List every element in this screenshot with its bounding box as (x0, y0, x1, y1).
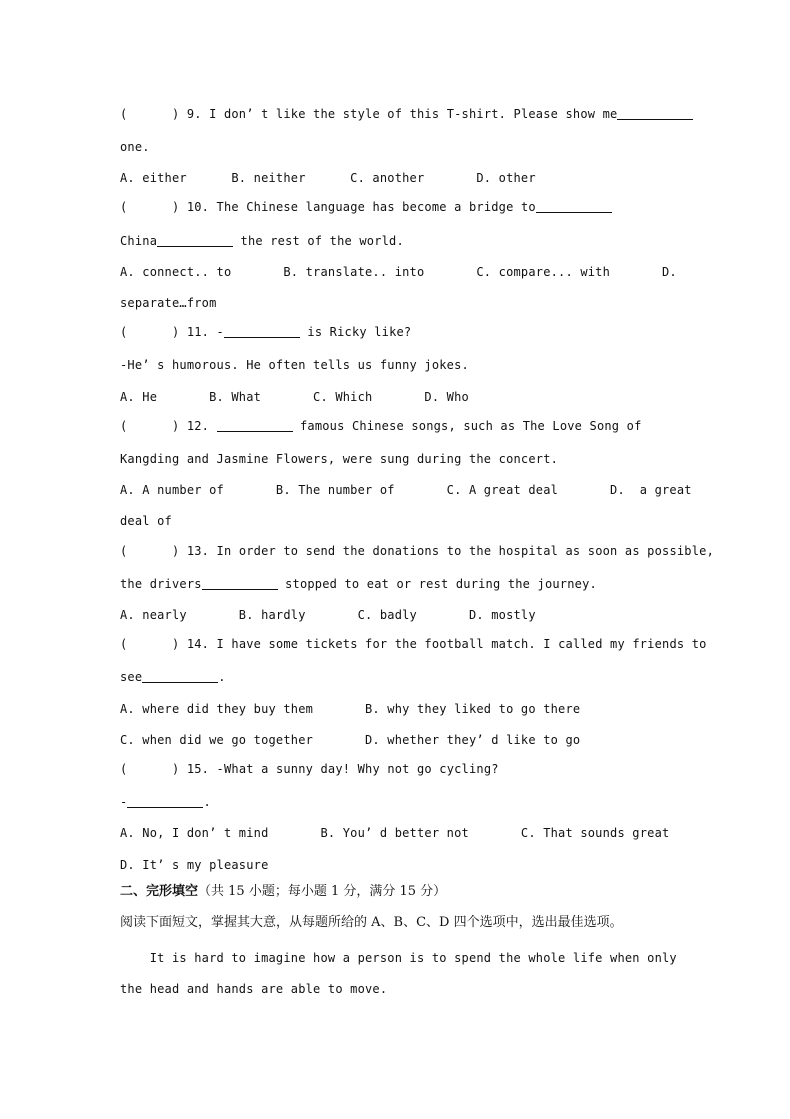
section-instruction: 阅读下面短文，掌握其大意，从每题所给的 A、B、C、D 四个选项中，选出最佳选项。 (120, 915, 623, 930)
answer-blank[interactable] (157, 234, 233, 247)
question-text: . (218, 670, 226, 684)
question-number: ( ) 9. (120, 107, 202, 121)
question-text: the drivers (120, 577, 202, 591)
question-14-options: A. where did they buy them B. why they liked to go there (120, 702, 581, 716)
question-text: the rest of the world. (233, 234, 404, 248)
question-number: ( ) 13. (120, 544, 210, 558)
question-10-options: A. connect.. to B. translate.. into C. compare... with D. (120, 265, 677, 279)
question-14-options-cont: C. when did we go together D. whether they’ d like to go (120, 733, 581, 747)
question-text: . (203, 795, 211, 809)
section-heading (120, 884, 446, 900)
question-text: I have some tickets for the football match. I called my friends to (216, 637, 707, 651)
question-15-stem (120, 761, 499, 777)
question-text: - (216, 325, 224, 339)
answer-blank[interactable] (217, 419, 293, 432)
question-text: is Ricky like? (299, 325, 412, 339)
answer-blank[interactable] (127, 795, 203, 808)
question-12-stem-cont: Kangding and Jasmine Flowers, were sung during the concert. (120, 452, 559, 466)
question-text: I don’ t like the style of this T-shirt. Please show me (209, 107, 618, 121)
question-number: ( ) 12. (120, 419, 210, 433)
question-12-options: A. A number of B. The number of C. A great deal D. a great (120, 483, 692, 497)
question-11-stem-cont: -He’ s humorous. He often tells us funny jokes. (120, 358, 469, 372)
question-text: China (120, 234, 158, 248)
answer-blank[interactable] (224, 325, 300, 338)
question-number: ( ) 11. (120, 325, 210, 339)
question-text: In order to send the donations to the hospital as soon as possible, (216, 544, 714, 558)
section-title: 二、完形填空 (120, 884, 199, 899)
passage-line: the head and hands are able to move. (120, 982, 388, 996)
question-13-stem (120, 543, 714, 559)
question-13-options: A. nearly B. hardly C. badly D. mostly (120, 608, 536, 622)
question-text: famous Chinese songs, such as The Love Song of (292, 419, 642, 433)
question-number: ( ) 14. (120, 637, 210, 651)
passage-line: It is hard to imagine how a person is to spend the whole life when only (120, 951, 677, 965)
question-13-stem-cont (120, 576, 597, 592)
question-text: - (120, 795, 128, 809)
question-text: The Chinese language has become a bridge to (216, 200, 536, 214)
question-text: stopped to eat or rest during the journey. (277, 577, 597, 591)
answer-blank[interactable] (142, 670, 218, 683)
question-number: ( ) 10. (120, 200, 210, 214)
question-text: -What a sunny day! Why not go cycling? (216, 762, 499, 776)
question-11-options: A. He B. What C. Which D. Who (120, 390, 469, 404)
question-11-stem (120, 324, 411, 340)
question-9-options: A. either B. neither C. another D. other (120, 171, 536, 185)
question-15-options-cont: D. It’ s my pleasure (120, 858, 269, 872)
question-15-options: A. No, I don’ t mind B. You’ d better not C. That sounds great (120, 826, 670, 840)
question-9-stem-cont: one. (120, 140, 150, 154)
question-number: ( ) 15. (120, 762, 210, 776)
question-10-options-cont: separate…from (120, 296, 217, 310)
question-14-stem-cont (120, 669, 226, 685)
answer-blank[interactable] (536, 200, 612, 213)
question-15-stem-cont (120, 794, 211, 810)
answer-blank[interactable] (202, 577, 278, 590)
question-9-stem (120, 106, 693, 122)
question-10-stem (120, 199, 612, 215)
answer-blank[interactable] (617, 107, 693, 120)
question-text: see (120, 670, 143, 684)
question-12-stem (120, 418, 642, 434)
question-10-stem-cont (120, 233, 404, 249)
question-12-options-cont: deal of (120, 514, 172, 528)
section-note: （共 15 小题；每小题 1 分，满分 15 分） (198, 884, 447, 899)
question-14-stem (120, 636, 707, 652)
